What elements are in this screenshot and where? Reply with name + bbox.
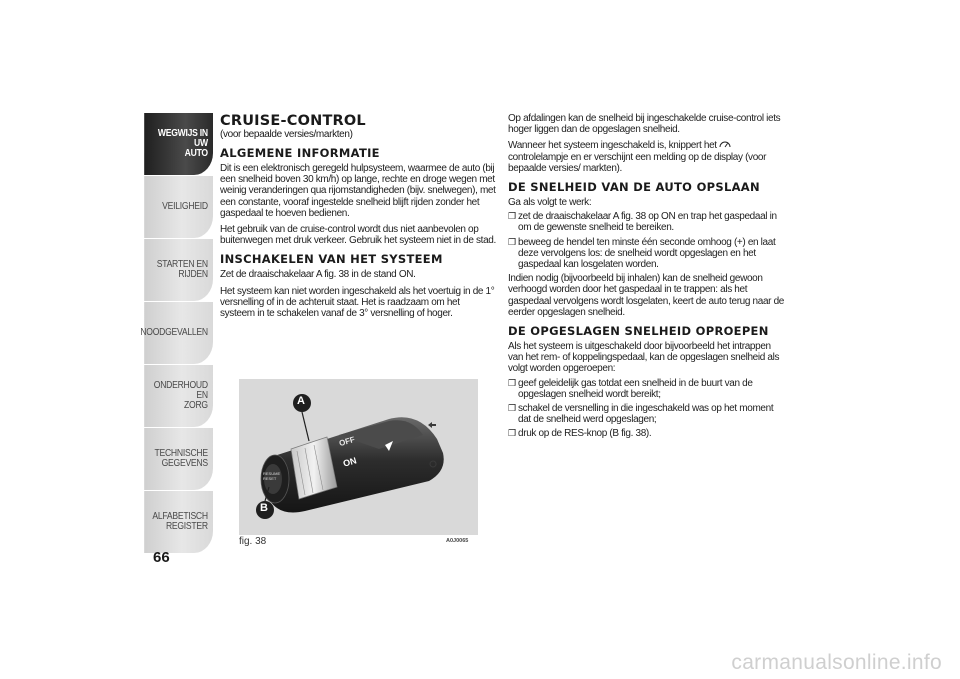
bullet-mark: ❒ [508,377,516,388]
section-title: CRUISE-CONTROL [220,113,366,129]
list-item [508,378,784,400]
bullet-mark: ❒ [508,211,516,222]
lever-illustration [239,379,478,535]
list-item-text: geef geleidelijk gas totdat een snelheid in de buurt van de opgeslagen snelheid wordt bereikt; [518,377,753,400]
tab-starten[interactable] [144,239,213,301]
label-b: B [260,502,268,514]
bullet-mark: ❒ [508,236,516,247]
paragraph: Zet de draaischakelaar A fig. 38 in de stand ON. [220,269,416,281]
section-subtitle: (voor bepaalde versies/markten) [220,129,353,140]
resume-button-label: RESUME RESET [263,471,281,481]
right-column [508,113,784,443]
bullet-mark: ❒ [508,428,516,439]
tab-technische[interactable] [144,428,213,490]
tab-alfabetisch[interactable] [144,491,213,553]
heading-store-speed: DE SNELHEID VAN DE AUTO OPSLAAN [508,180,760,195]
paragraph-text: Wanneer het systeem ingeschakeld is, knippert het [508,140,717,152]
tab-label: ALFABETISCH REGISTER [152,511,208,532]
heading-general: ALGEMENE INFORMATIE [220,146,380,160]
heading-recall-speed: DE OPGESLAGEN SNELHEID OPROEPEN [508,324,769,339]
figure-caption: fig. 38 [239,536,267,547]
paragraph: Als het systeem is uitgeschakeld door bijvoorbeeld het intrappen van het rem- of koppelingspedaal, kan de opgeslagen snelheid als volgt worden opgeroepen: [508,341,780,375]
page-number: 66 [153,549,170,566]
tab-label: VEILIGHEID [162,201,208,212]
bullet-mark: ❒ [508,403,516,414]
paragraph: Het systeem kan niet worden ingeschakeld als het voertuig in de 1° versnelling of in de achteruit staat. Het is raadzaam om het systeem in te schakelen vanaf de 3° versnelling of hoger. [220,285,495,320]
left-column [220,113,496,324]
watermark: carmanualsonline.info [731,651,942,674]
paragraph: Ga als volgt te werk: [508,197,592,209]
tab-wegwijs[interactable] [144,113,213,175]
figure-cruise-control-lever [239,379,478,535]
tab-onderhoud[interactable] [144,365,213,427]
tab-label: STARTEN EN RIJDEN [156,259,208,280]
tab-label: ONDERHOUD EN ZORG [153,380,208,411]
list-item-text: zet de draaischakelaar A fig. 38 op ON en trap het gaspedaal in om de gewenste snelheid te bereiken. [518,211,777,234]
cruise-control-icon [719,140,731,149]
list-item [508,428,784,439]
paragraph-text: controlelampje en er verschijnt een melding op de display (voor bepaalde versies/ markten). [508,151,767,174]
list-item [508,403,784,425]
paragraph: Het gebruik van de cruise-control wordt dus niet aanbevolen op buitenwegen met druk verkeer. Gebruik het systeem niet in de stad. [220,224,496,247]
figure-code: A0J0065 [446,538,469,544]
list-item [508,237,784,271]
list-item-text: druk op de RES-knop (B fig. 38). [518,428,652,440]
tab-label: TECHNISCHE GEGEVENS [154,448,208,469]
tab-veiligheid[interactable] [144,176,213,238]
paragraph-with-icon [508,140,784,174]
list-item-text: schakel de versnelling in die ingeschakeld was op het moment dat de snelheid werd opgeslagen; [518,403,774,426]
heading-enable: INSCHAKELEN VAN HET SYSTEEM [220,252,443,267]
list-item-text: beweeg de hendel ten minste één seconde omhoog (+) en laat deze vervolgens los: de snelheid wordt opgeslagen en het gaspedaal kan losgelaten worden. [518,236,776,271]
tab-noodgevallen[interactable] [140,302,213,364]
tab-label: NOODGEVALLEN [140,327,208,338]
paragraph: Dit is een elektronisch geregeld hulpsysteem, waarmee de auto (bij een snelheid boven 30 km/h) op lange, rechte en droge wegen met weinig veranderingen qua rijomstandigheden (bijv. snelwegen), met een constante, vooraf ingestelde snelheid blijft rijden zonder het gaspedaal te hoeven bedienen. [220,163,496,219]
switch-on-label: ON [341,455,358,469]
tab-label: WEGWIJS IN UW AUTO [157,128,208,159]
paragraph: Op afdalingen kan de snelheid bij ingeschakelde cruise-control iets hoger liggen dan de opgeslagen snelheid. [508,113,781,136]
paragraph: Indien nodig (bijvoorbeeld bij inhalen) kan de snelheid gewoon verhoogd worden door het gaspedaal in te trappen: als het gaspedaal vervolgens wordt losgelaten, keert de auto terug naar de eerder opgeslagen snelheid. [508,273,784,318]
label-a: A [297,395,305,407]
switch-off-label: OFF [338,434,356,449]
chapter-tabs [133,113,213,554]
list-item [508,211,784,233]
